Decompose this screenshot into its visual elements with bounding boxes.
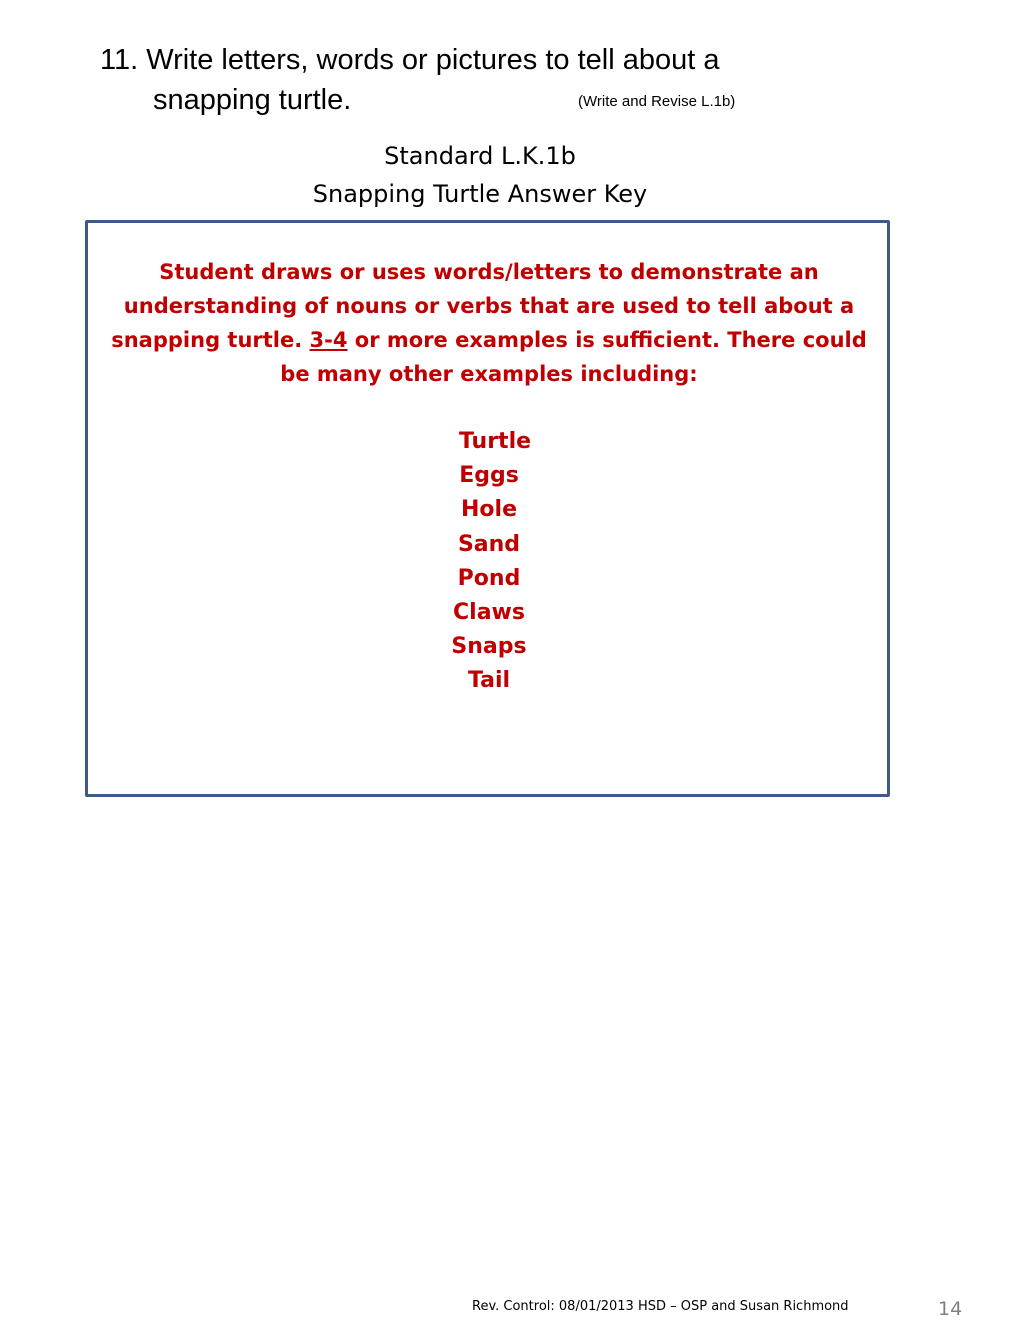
revision-control-footer: Rev. Control: 08/01/2013 HSD – OSP and Susan Richmond — [472, 1299, 849, 1314]
instructions-text-end: or more examples is sufficient. There could be many other examples including: — [280, 328, 867, 386]
standard-reference: (Write and Revise L.1b) — [578, 93, 736, 110]
question-prompt — [100, 40, 736, 120]
page-number: 14 — [938, 1298, 963, 1320]
example-word: Tail — [467, 668, 511, 694]
answer-instructions — [105, 255, 873, 391]
example-word: Claws — [453, 600, 525, 626]
example-word-list — [389, 425, 589, 699]
example-word: Turtle — [458, 429, 532, 454]
example-word: Sand — [457, 531, 521, 557]
answer-key-title: Snapping Turtle Answer Key — [312, 180, 648, 208]
question-line-1: 11. Write letters, words or pictures to tell about a — [100, 44, 720, 76]
instructions-emphasis: 3-4 — [309, 328, 348, 352]
standard-label: Standard L.K.1b — [384, 142, 576, 170]
instructions-text-start: Student draws or uses words/letters to demonstrate an understanding of nouns or verbs that are used to tell about a snapping turtle. — [111, 260, 855, 352]
answer-key-header — [0, 137, 960, 213]
example-word: Snaps — [451, 634, 527, 660]
example-word: Eggs — [459, 463, 519, 489]
question-line-2: snapping turtle. — [153, 84, 352, 116]
example-word: Hole — [461, 497, 517, 523]
example-word: Pond — [457, 565, 521, 591]
